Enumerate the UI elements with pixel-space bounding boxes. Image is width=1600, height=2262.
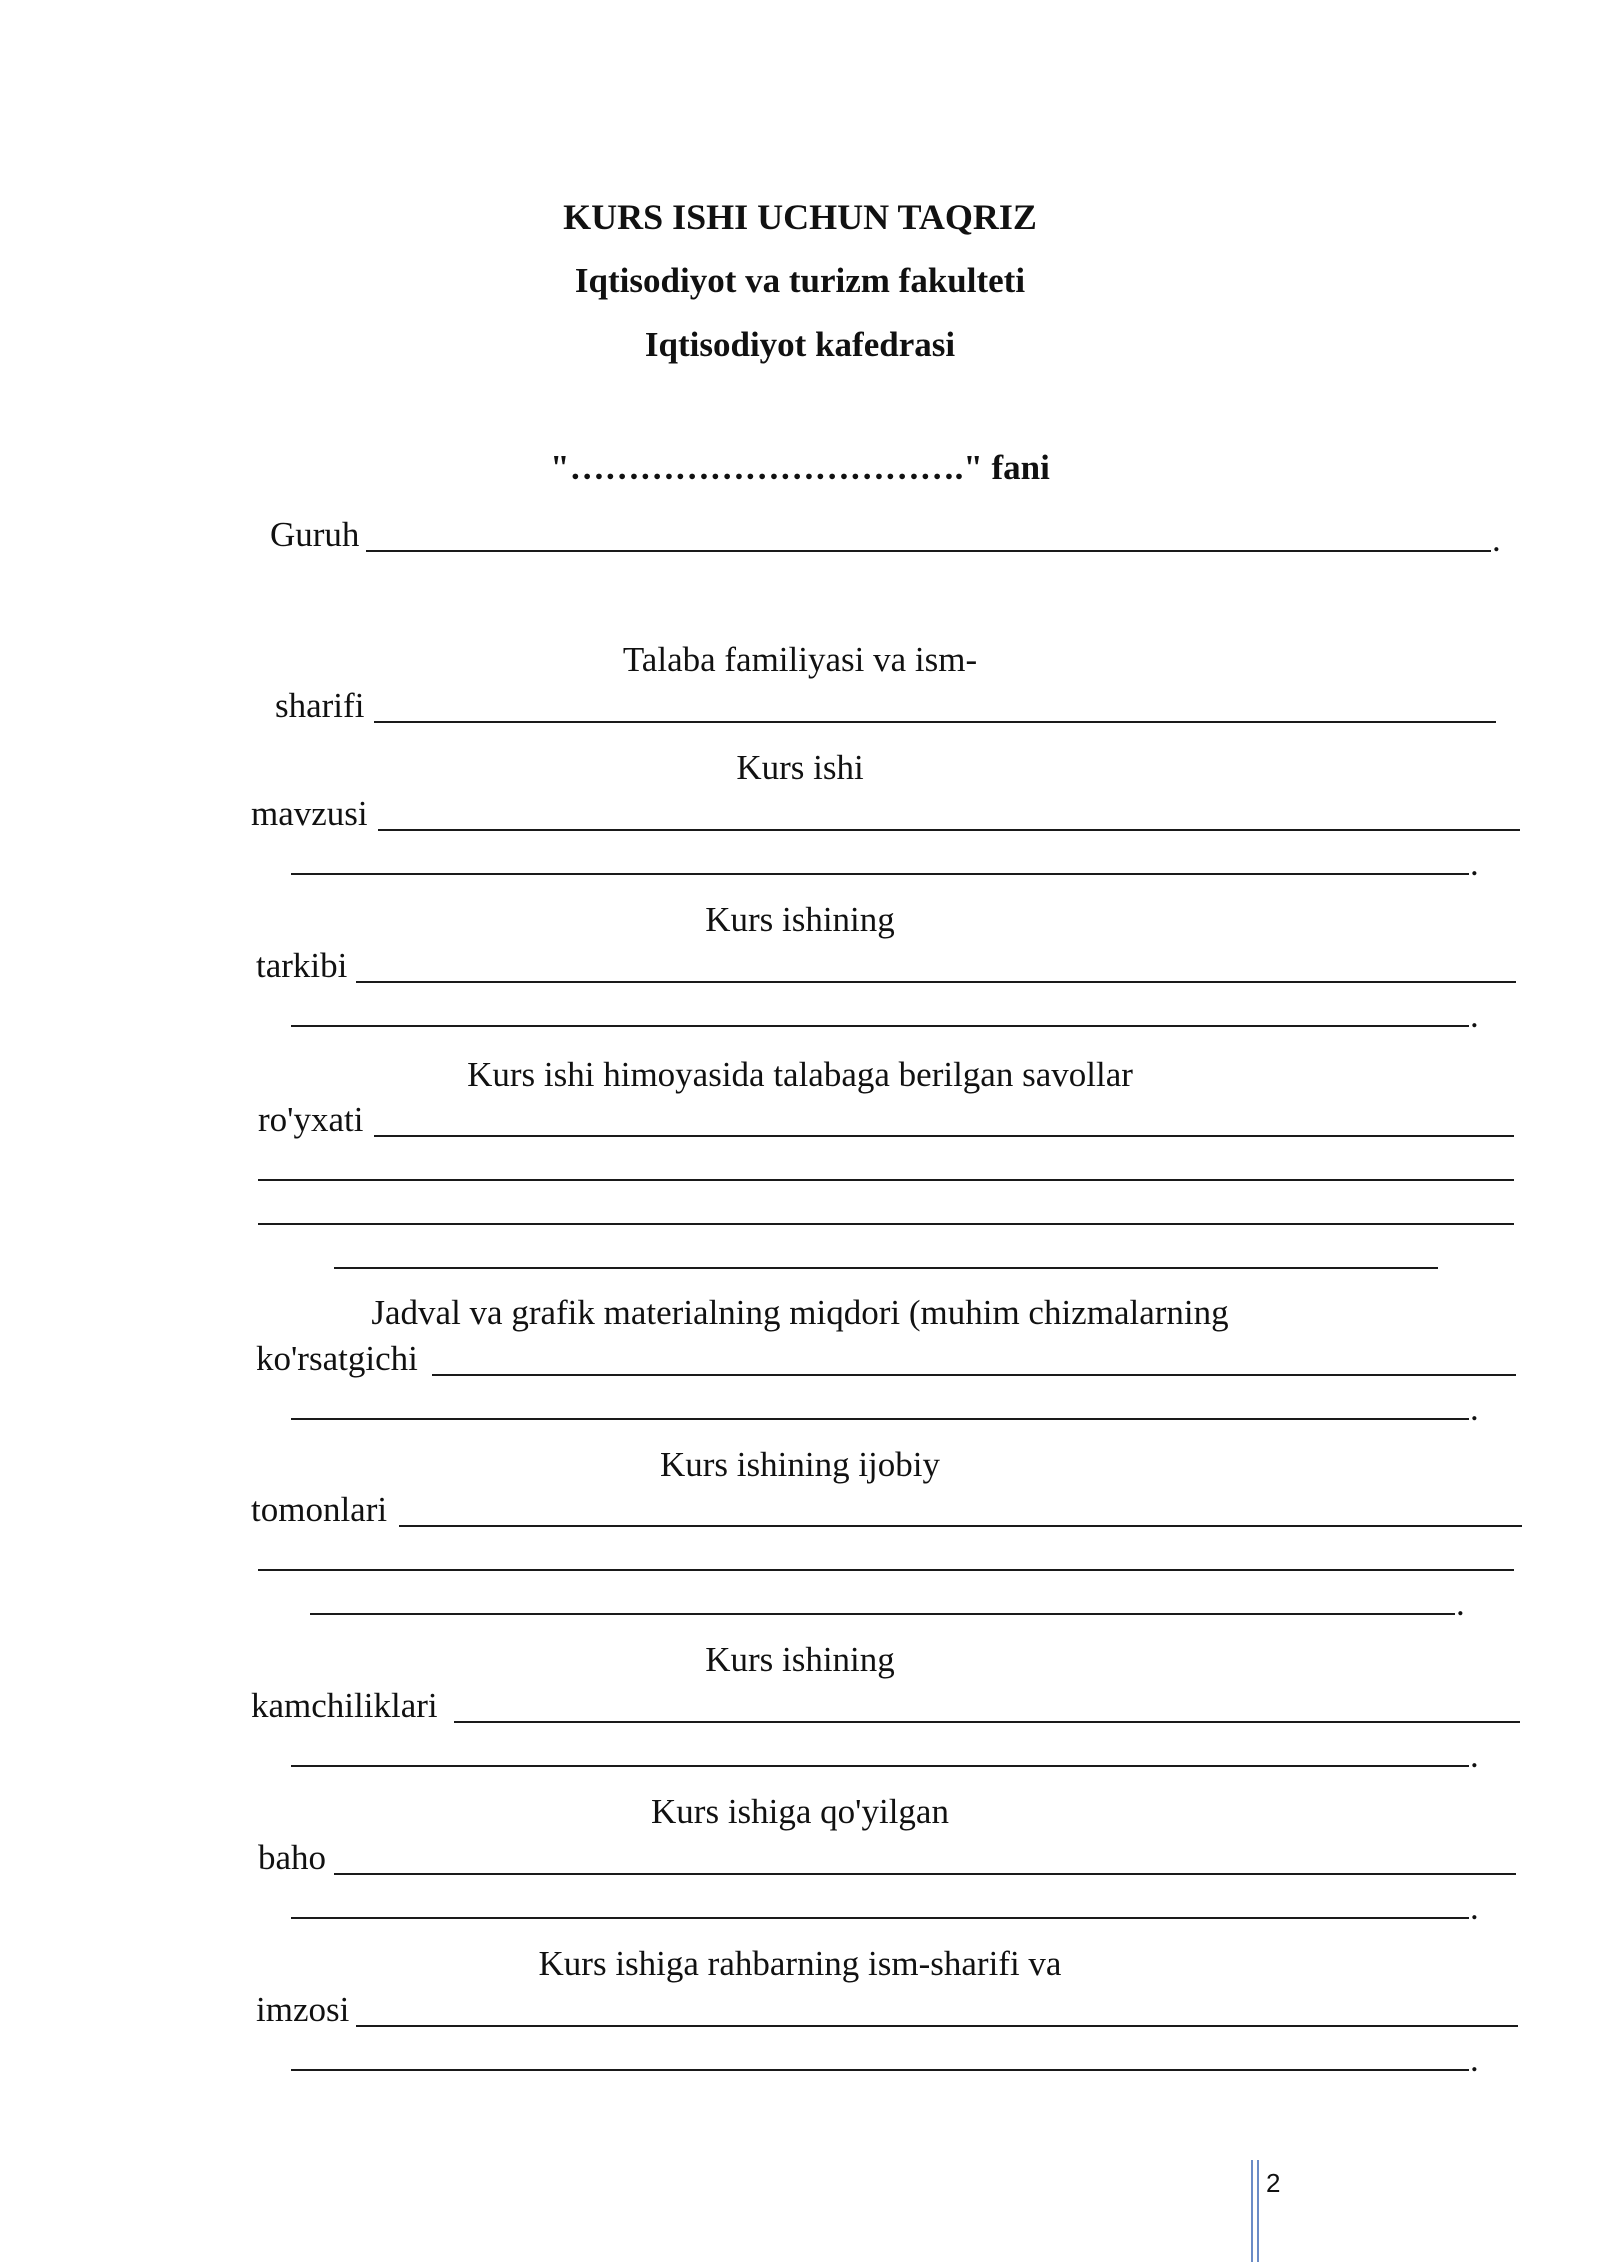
topic-line-1[interactable] (378, 829, 1520, 831)
page-number: 2 (1266, 2168, 1281, 2198)
supervisor-line-2[interactable] (291, 2069, 1469, 2071)
structure-line-2[interactable] (291, 1025, 1469, 1027)
questions-line-2[interactable] (258, 1179, 1514, 1181)
department-name: Iqtisodiyot kafedrasi (644, 325, 956, 364)
grade-period: . (1470, 1888, 1479, 1927)
questions-label: Kurs ishi himoyasida talabaga berilgan savollar (467, 1055, 1133, 1094)
grade-label: Kurs ishiga qo'yilgan (651, 1792, 949, 1831)
faculty-name: Iqtisodiyot va turizm fakulteti (574, 261, 1026, 300)
topic-label-cont: mavzusi (251, 794, 368, 833)
structure-period: . (1470, 996, 1479, 1035)
page-number-bar (1251, 2160, 1259, 2262)
positive-line-2[interactable] (258, 1569, 1514, 1571)
questions-line-1[interactable] (374, 1135, 1514, 1137)
topic-label: Kurs ishi (736, 748, 864, 787)
positive-label-cont: tomonlari (251, 1490, 388, 1529)
grade-label-cont: baho (258, 1838, 327, 1877)
supervisor-label-cont: imzosi (256, 1990, 350, 2029)
tables-label-cont: ko'rsatgichi (256, 1339, 418, 1378)
structure-line-1[interactable] (356, 981, 1516, 983)
document-title: KURS ISHI UCHUN TAQRIZ (563, 197, 1037, 237)
supervisor-line-1[interactable] (356, 2025, 1518, 2027)
group-label: Guruh (270, 515, 360, 554)
tables-line-1[interactable] (432, 1374, 1516, 1376)
topic-period: . (1470, 844, 1479, 883)
grade-line-2[interactable] (291, 1917, 1469, 1919)
questions-label-cont: ro'yxati (258, 1100, 364, 1139)
tables-label: Jadval va grafik materialning miqdori (muhim chizmalarning (371, 1293, 1229, 1332)
grade-line-1[interactable] (334, 1873, 1516, 1875)
student-label: Talaba familiyasi va ism- (622, 640, 978, 679)
shortcomings-period: . (1470, 1736, 1479, 1775)
structure-label-cont: tarkibi (256, 946, 348, 985)
group-line[interactable] (366, 550, 1491, 552)
shortcomings-label-cont: kamchiliklari (251, 1686, 438, 1725)
supervisor-label: Kurs ishiga rahbarning ism-sharifi va (538, 1944, 1062, 1983)
subject-name: "……………………………." fani (550, 448, 1050, 487)
student-label-cont: sharifi (275, 686, 365, 725)
positive-label: Kurs ishining ijobiy (659, 1445, 941, 1484)
positive-period: . (1456, 1584, 1465, 1623)
shortcomings-line-2[interactable] (291, 1765, 1469, 1767)
positive-line-3[interactable] (310, 1613, 1455, 1615)
topic-line-2[interactable] (291, 873, 1469, 875)
tables-period: . (1470, 1389, 1479, 1428)
tables-line-2[interactable] (291, 1418, 1469, 1420)
shortcomings-line-1[interactable] (454, 1721, 1520, 1723)
questions-line-4[interactable] (334, 1267, 1438, 1269)
shortcomings-label: Kurs ishining (705, 1640, 895, 1679)
student-line[interactable] (374, 721, 1496, 723)
group-period: . (1492, 520, 1501, 559)
structure-label: Kurs ishining (705, 900, 895, 939)
questions-line-3[interactable] (258, 1223, 1514, 1225)
supervisor-period: . (1470, 2040, 1479, 2079)
positive-line-1[interactable] (399, 1525, 1522, 1527)
